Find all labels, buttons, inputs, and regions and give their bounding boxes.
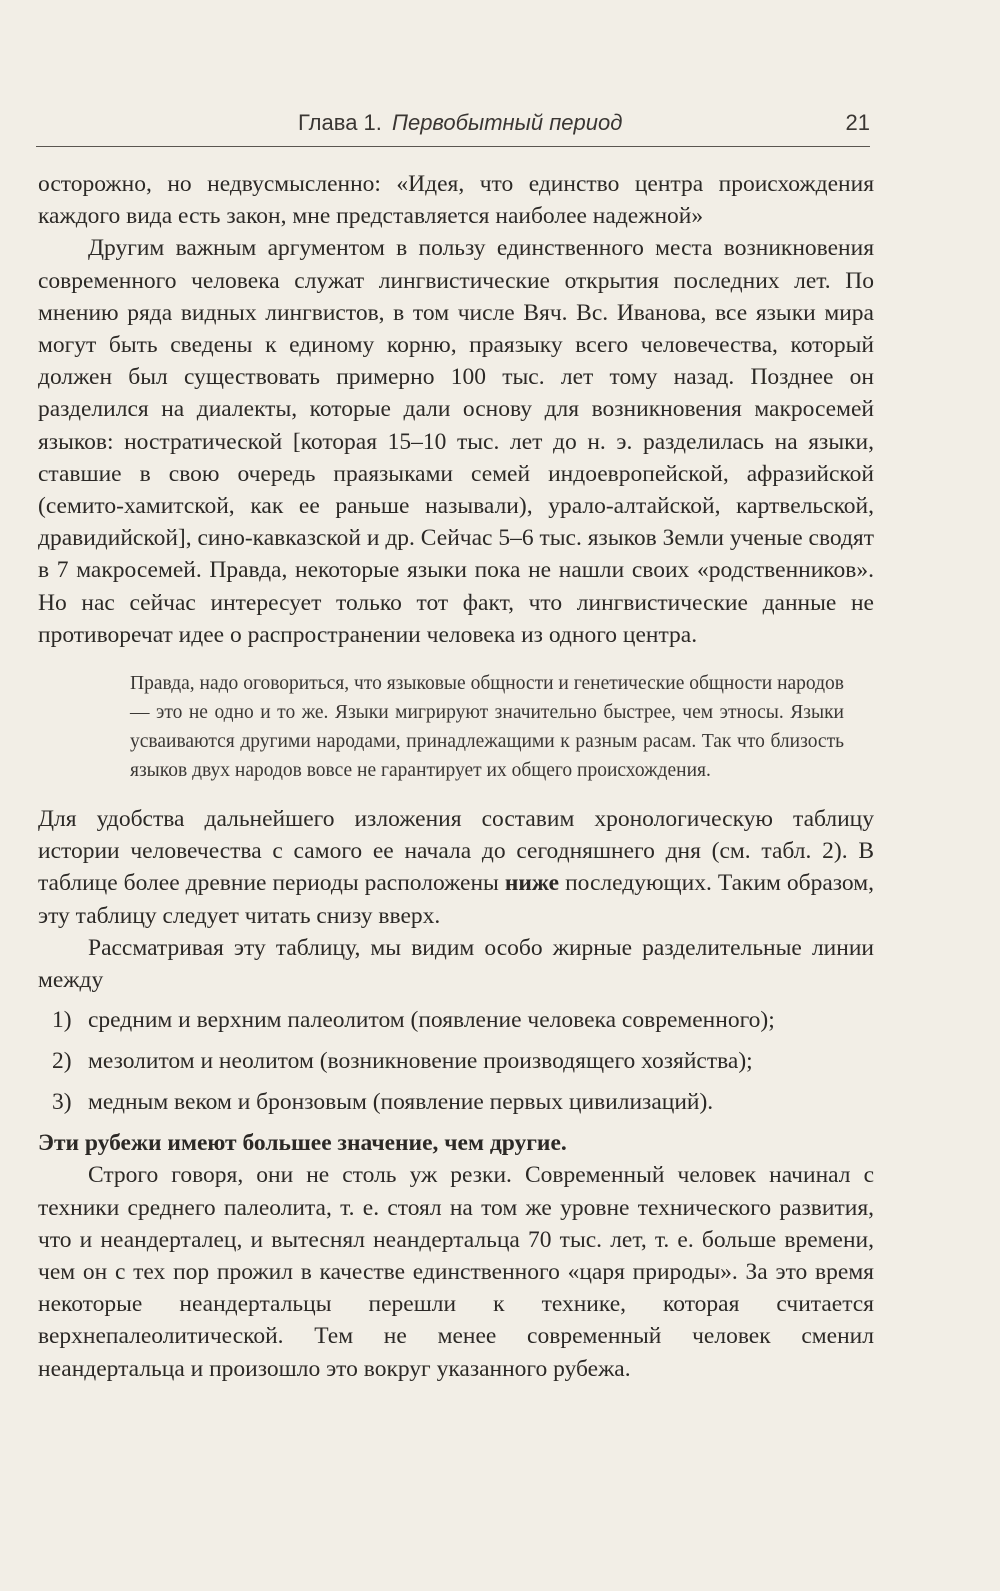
header-rule <box>36 146 870 147</box>
numbered-list <box>38 1000 874 1123</box>
list-item <box>38 1000 874 1041</box>
paragraph-3-start: Для удобства дальнейшего изложения составим хронологическую таблицу истории человечества с самого ее начала до сегодняшнего дня (см. табл. 2). В таблице более древние периоды расположены <box>38 806 874 897</box>
paragraph-3 <box>38 803 874 932</box>
emphasis-nizhe: ниже <box>504 870 560 897</box>
list-item <box>38 1041 874 1082</box>
list-text: средним и верхним палеолитом (появление человека современного); <box>88 1007 775 1034</box>
chapter-label: Глава 1. <box>298 110 382 135</box>
page-number: 21 <box>845 110 870 135</box>
paragraph-1: осторожно, но недвусмысленно: «Идея, что единство центра происхождения каждого вида есть закон, мне представляется наиболее надежной» <box>38 171 874 230</box>
paragraph-3-end: последующих. Таким образом, эту таблицу следует читать снизу вверх. <box>38 870 874 929</box>
paragraph-4: Рассматривая эту таблицу, мы видим особо жирные разделительные линии между <box>38 934 874 994</box>
list-text: медным веком и бронзовым (появление первых цивилизаций). <box>88 1089 714 1116</box>
running-header <box>36 106 870 142</box>
bold-statement: Эти рубежи имеют большее значение, чем другие. <box>38 1130 567 1157</box>
list-number: 3) <box>52 1089 72 1116</box>
list-text: мезолитом и неолитом (возникновение производящего хозяйства); <box>88 1048 753 1075</box>
small-print-note: Правда, надо оговориться, что языковые общности и генетические общности народов — это не одно и то же. Языки мигрируют значительно быстрее, чем этносы. Языки усваиваются другими народами, принадлежащими к разным расам. Так что близость языков двух народов вовсе не гарантирует их общего происхождения. <box>130 673 844 782</box>
paragraph-2: Другим важным аргументом в пользу единственного места возникновения современного человека служат лингвистические открытия последних лет. По мнению ряда видных лингвистов, в том числе Вяч. Вс. Иванова, все языки мира могут быть сведены к единому корню, праязыку всего человечества, который должен был существовать примерно 100 тыс. лет тому назад. Позднее он разделился на диалекты, которые дали основу для возникновения макросемей языков: ностратической [которая 15–10 тыс. лет до н. э. разделилась на языки, ставшие в свою очередь праязыками семей индоевропейской, афразийской (семито-хамитской, как ее раньше называли), урало-алтайской, картвельской, дравидийской], сино-кавказской и др. Сейчас 5–6 тыс. языков Земли ученые сводят в 7 макросемей. Правда, некоторые языки пока не нашли своих «родственников». Но нас сейчас интересует только тот факт, что лингвистические данные не противоречат идее о распространении человека из одного центра. <box>38 235 874 648</box>
list-number: 1) <box>52 1007 72 1034</box>
chapter-heading <box>298 110 622 136</box>
body-text <box>38 168 874 1385</box>
list-number: 2) <box>52 1048 72 1075</box>
list-item <box>38 1082 874 1123</box>
chapter-title: Первобытный период <box>392 110 623 135</box>
paragraph-5: Строго говоря, они не столь уж резки. Современный человек начинал с техники среднего палеолита, т. е. стоял на том же уровне технического развития, что и неандерталец, и вытеснял неандертальца 70 тыс. лет, т. е. больше времени, чем он с тех пор прожил в качестве единственного «царя природы». За это время некоторые неандертальцы перешли к технике, которая считается верхнепалеолитической. Тем не менее современный человек сменил неандертальца и произошло это вокруг указанного рубежа. <box>38 1162 874 1382</box>
